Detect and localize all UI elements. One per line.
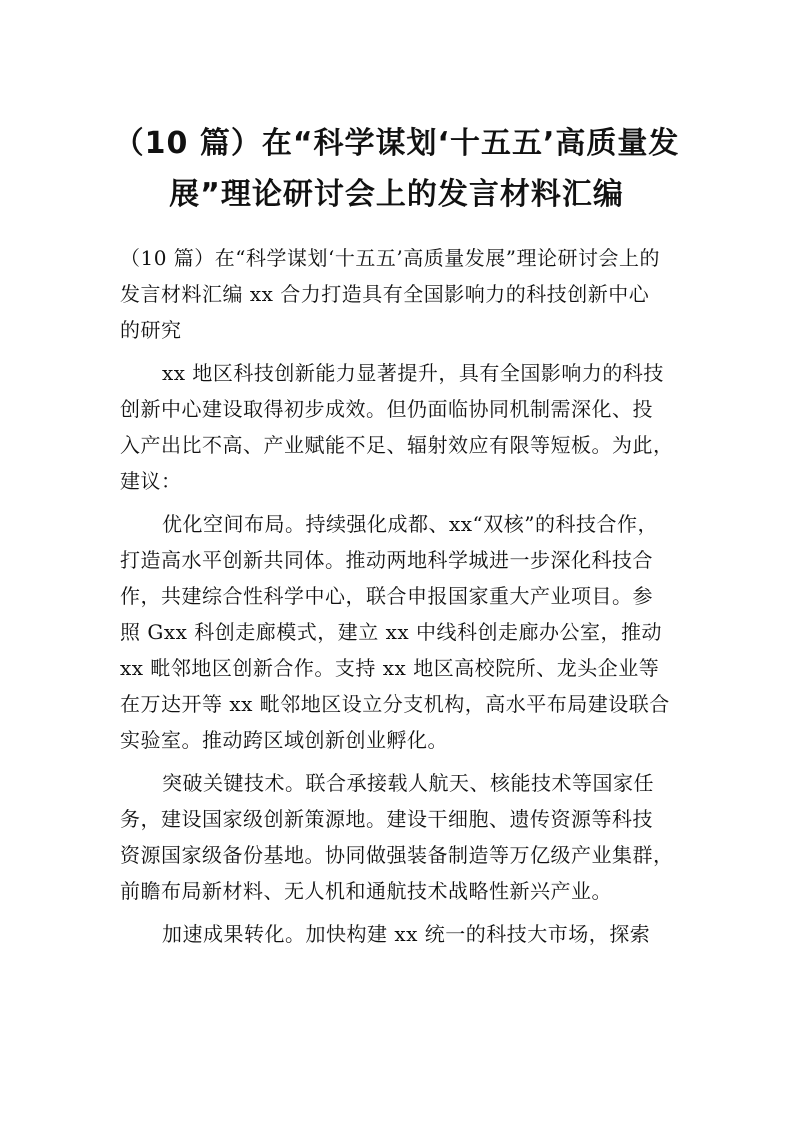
paragraph-achievement-transfer [120,916,686,952]
text-line: 优化空间布局。持续强化成都、xx“双核”的科技合作， [162,512,659,536]
document-title [100,118,693,220]
paragraph-intro [120,240,686,348]
text-line: （10 篇）在“科学谋划‘十五五’高质量发展”理论研讨会上的 [120,246,660,270]
paragraph-key-technology [120,765,686,909]
text-line: 打造高水平创新共同体。推动两地科学城进一步深化科技合 [120,548,653,572]
text-line: xx 地区科技创新能力显著提升，具有全国影响力的科技 [162,361,664,385]
text-line: xx 毗邻地区创新合作。支持 xx 地区高校院所、龙头企业等 [120,656,660,680]
document-body [120,240,686,952]
text-line: 务，建设国家级创新策源地。建设干细胞、遗传资源等科技 [120,807,653,831]
text-line: 实验室。推动跨区域创新创业孵化。 [120,728,448,752]
text-line: 的研究 [120,318,182,342]
title-line: 展”理论研讨会上的发言材料汇编 [169,177,624,212]
text-line: 建议： [120,469,182,493]
text-line: 入产出比不高、产业赋能不足、辐射效应有限等短板。为此， [120,433,674,457]
paragraph-overview [120,355,686,499]
text-line: 作，共建综合性科学中心，联合申报国家重大产业项目。参 [120,584,653,608]
text-line: 创新中心建设取得初步成效。但仍面临协同机制需深化、投 [120,397,653,421]
text-line: 突破关键技术。联合承接载人航天、核能技术等国家任 [162,771,654,795]
text-line: 前瞻布局新材料、无人机和通航技术战略性新兴产业。 [120,879,612,903]
text-line: 加速成果转化。加快构建 xx 统一的科技大市场，探索 [162,922,651,946]
text-line: 在万达开等 xx 毗邻地区设立分支机构，高水平布局建设联合 [120,692,670,716]
title-line: （10 篇）在“科学谋划‘十五五’高质量发 [113,126,680,161]
text-line: 照 Gxx 科创走廊模式，建立 xx 中线科创走廊办公室，推动 [120,620,663,644]
text-line: 发言材料汇编 xx 合力打造具有全国影响力的科技创新中心 [120,282,650,306]
paragraph-spatial-layout [120,506,686,758]
text-line: 资源国家级备份基地。协同做强装备制造等万亿级产业集群， [120,843,674,867]
